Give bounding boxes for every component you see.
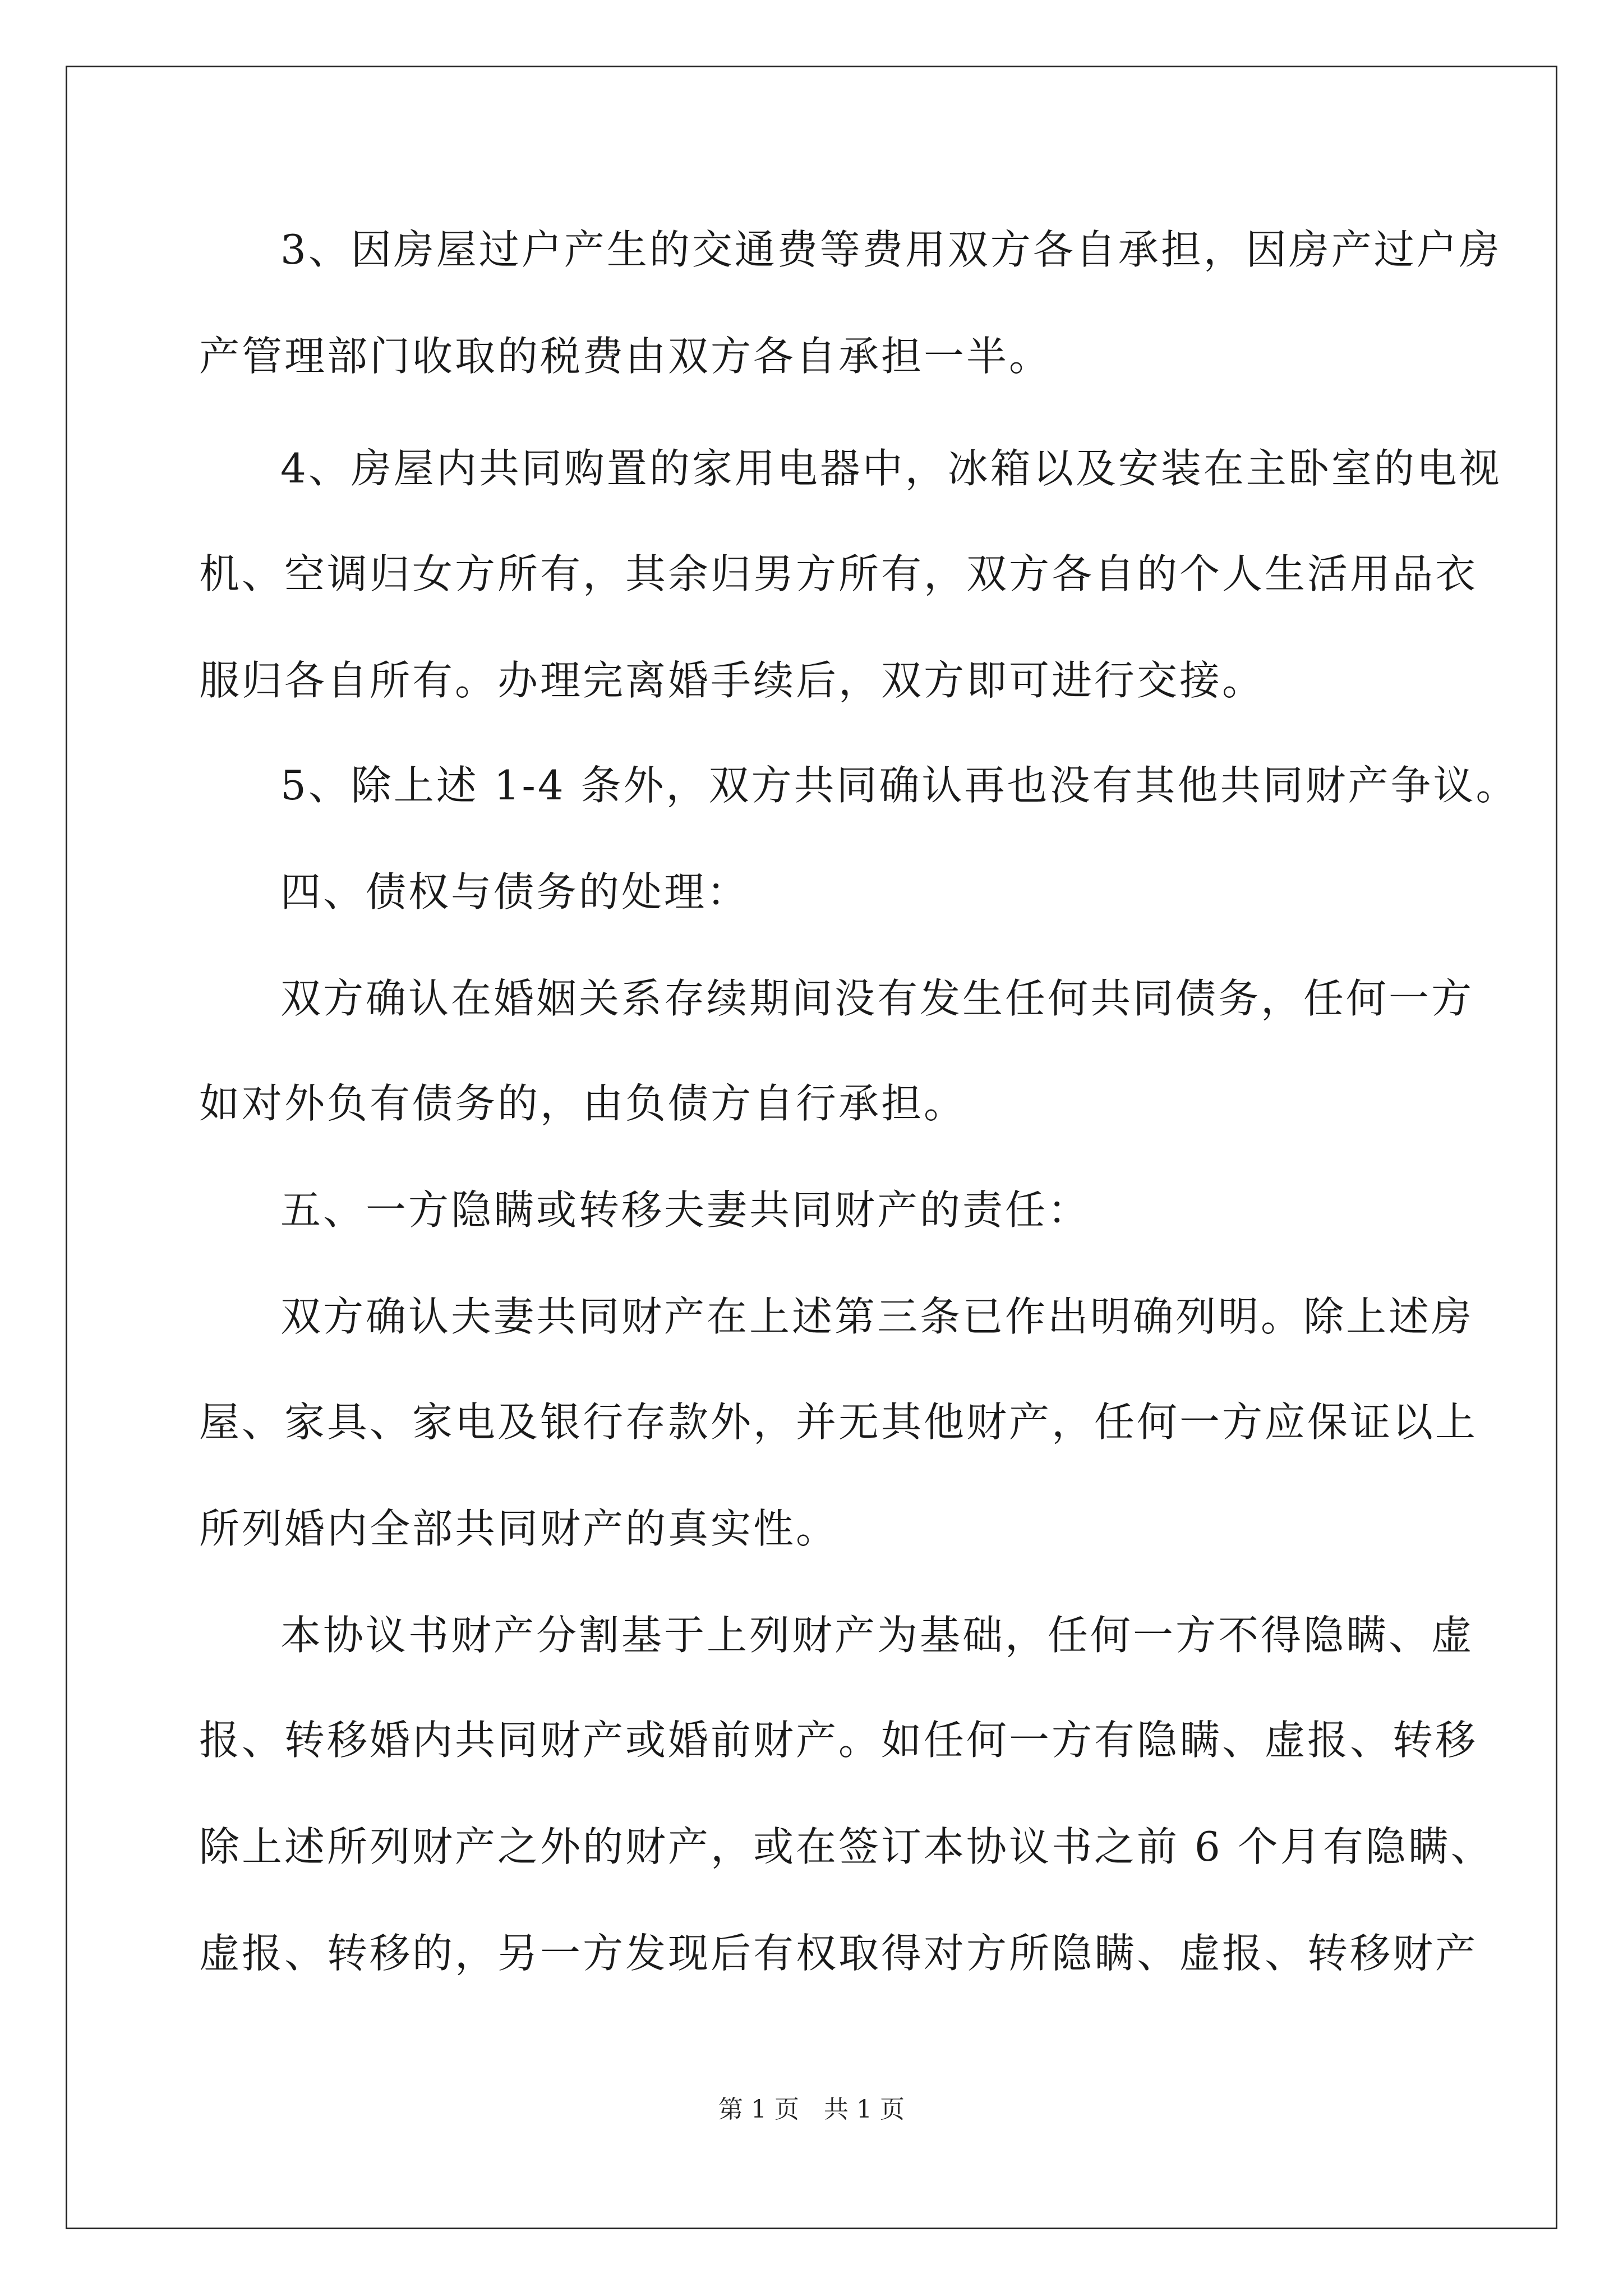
paragraph-line: 如对外负有债务的，由负债方自行承担。: [199, 1080, 967, 1127]
paragraph-line: 5、除上述 1-4 条外，双方共同确认再也没有其他共同财产争议。: [280, 762, 1519, 809]
page-number-footer: 第 1 页 共 1 页: [718, 2095, 905, 2124]
paragraph-line: 所列婚内全部共同财产的真实性。: [199, 1505, 839, 1552]
paragraph-line: 3、因房屋过户产生的交通费等费用双方各自承担，因房产过户房: [280, 226, 1502, 273]
paragraph-line: 服归各自所有。办理完离婚手续后，双方即可进行交接。: [199, 657, 1265, 704]
paragraph-line: 4、房屋内共同购置的家用电器中，冰箱以及安装在主卧室的电视: [280, 445, 1502, 492]
paragraph-line: 报、转移婚内共同财产或婚前财产。如任何一方有隐瞒、虚报、转移: [199, 1717, 1478, 1764]
paragraph-line: 本协议书财产分割基于上列财产为基础，任何一方不得隐瞒、虚: [280, 1612, 1474, 1659]
paragraph-line: 除上述所列财产之外的财产，或在签订本协议书之前 6 个月有隐瞒、: [199, 1823, 1493, 1870]
paragraph-line: 产管理部门收取的税费由双方各自承担一半。: [199, 333, 1052, 380]
section-heading: 四、债权与债务的处理：: [280, 868, 750, 915]
paragraph-line: 虚报、转移的，另一方发现后有权取得对方所隐瞒、虚报、转移财产: [199, 1930, 1478, 1977]
paragraph-line: 机、空调归女方所有，其余归男方所有，双方各自的个人生活用品衣: [199, 550, 1478, 597]
paragraph-line: 双方确认夫妻共同财产在上述第三条已作出明确列明。除上述房: [280, 1293, 1474, 1340]
paragraph-line: 双方确认在婚姻关系存续期间没有发生任何共同债务，任何一方: [280, 975, 1474, 1022]
paragraph-line: 屋、家具、家电及银行存款外，并无其他财产，任何一方应保证以上: [199, 1398, 1478, 1446]
section-heading: 五、一方隐瞒或转移夫妻共同财产的责任：: [280, 1186, 1091, 1234]
page-frame: [66, 66, 1557, 2229]
